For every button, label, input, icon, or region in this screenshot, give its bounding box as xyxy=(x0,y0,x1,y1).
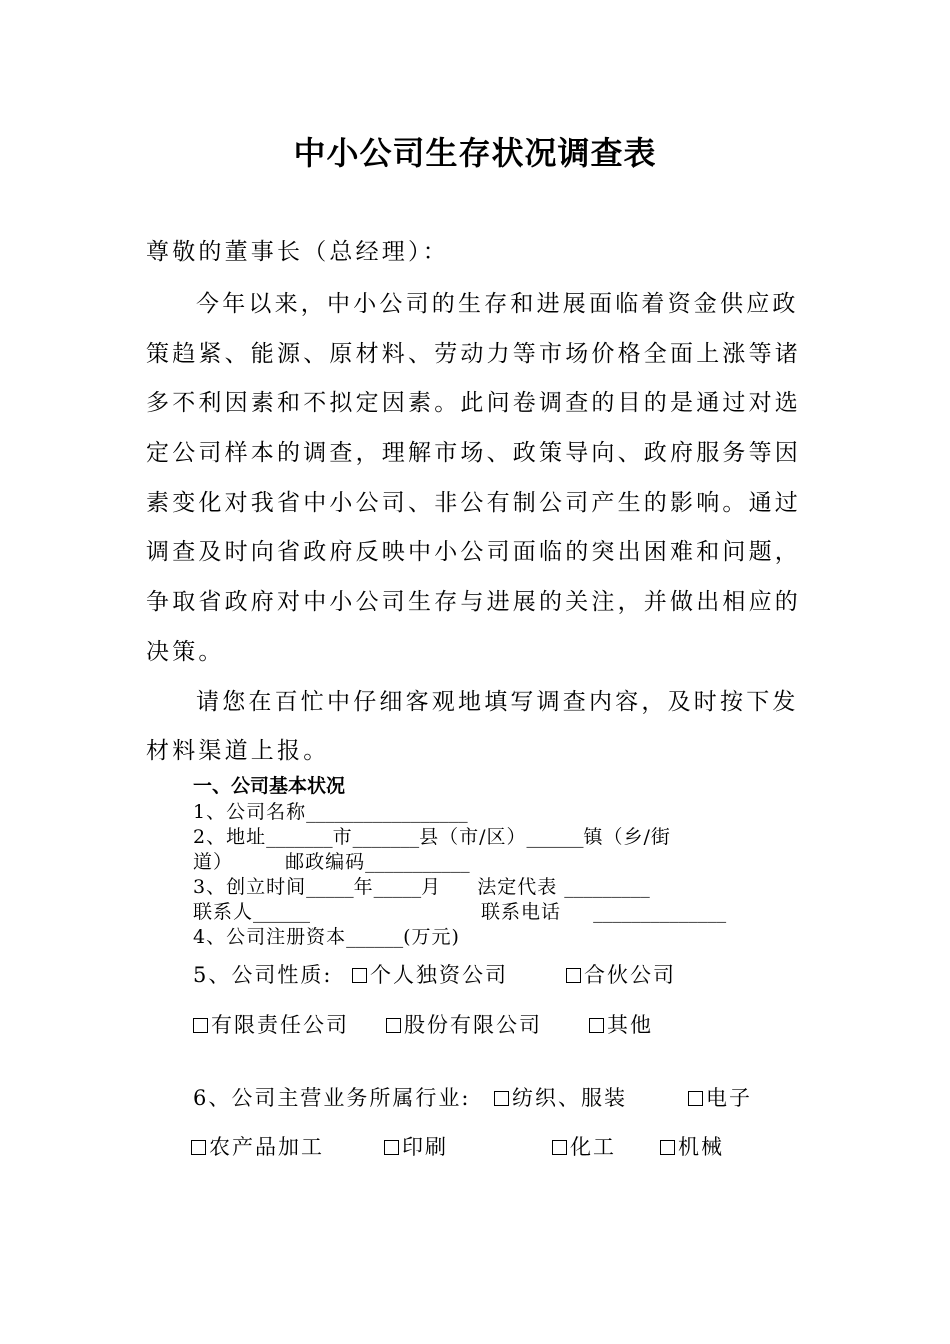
capital-unit: (万元) xyxy=(403,926,460,948)
capital-label: 4、公司注册资本 xyxy=(193,926,347,948)
company-name-field[interactable]: _________________ xyxy=(306,801,468,823)
year-label: 年 xyxy=(353,876,374,898)
intro-line: 调查及时向省政府反映中小公司面临的突出困难和问题， xyxy=(146,539,801,565)
option-chemical[interactable]: 化工 xyxy=(552,1131,616,1161)
legal-rep-field[interactable]: _________ xyxy=(564,876,650,898)
company-name-label: 1、公司名称 xyxy=(193,801,307,823)
option-limited-liability[interactable]: 有限责任公司 xyxy=(193,1009,349,1039)
request-line: 请您在百忙中仔细客观地填写调查内容，及时按下发 xyxy=(196,689,799,715)
company-type-label: 5、公司性质: xyxy=(193,963,333,987)
contact-row xyxy=(193,897,310,924)
postcode-label: 邮政编码 xyxy=(285,851,366,873)
option-partnership[interactable]: 合伙公司 xyxy=(566,959,676,989)
checkbox[interactable] xyxy=(386,1018,401,1033)
option-agri-processing[interactable]: 农产品加工 xyxy=(191,1131,324,1161)
section-heading: 一、公司基本状况 xyxy=(193,775,346,797)
capital-field[interactable]: ______ xyxy=(346,926,404,948)
founding-month-field[interactable]: _____ xyxy=(373,876,422,898)
town-label: 镇（乡/街 xyxy=(583,826,671,848)
intro-line: 定公司样本的调查，理解市场、政策导向、政府服务等因 xyxy=(146,440,801,466)
document-title: 中小公司生存状况调查表 xyxy=(293,134,657,172)
intro-line: 素变化对我省中小公司、非公有制公司产生的影响。通过 xyxy=(146,490,801,516)
address-row-continued xyxy=(193,847,470,874)
checkbox[interactable] xyxy=(660,1140,675,1155)
checkbox[interactable] xyxy=(552,1140,567,1155)
option-other[interactable]: 其他 xyxy=(589,1009,653,1039)
checkbox[interactable] xyxy=(193,1018,208,1033)
intro-line: 多不利因素和不拟定因素。此问卷调查的目的是通过对选 xyxy=(146,390,801,416)
town-field[interactable]: ______ xyxy=(526,826,584,848)
intro-line: 今年以来，中小公司的生存和进展面临着资金供应政 xyxy=(196,291,799,317)
checkbox[interactable] xyxy=(352,968,367,983)
option-textile[interactable]: 纺织、服装 xyxy=(494,1082,627,1112)
checkbox[interactable] xyxy=(191,1140,206,1155)
checkbox[interactable] xyxy=(494,1091,509,1106)
street-label-end: 道） xyxy=(193,851,234,873)
option-printing[interactable]: 印刷 xyxy=(384,1131,448,1161)
founding-row xyxy=(193,872,650,899)
phone-row xyxy=(481,897,726,924)
checkbox[interactable] xyxy=(384,1140,399,1155)
founding-year-field[interactable]: _____ xyxy=(306,876,354,898)
founding-label: 3、创立时间 xyxy=(193,876,307,898)
intro-line: 争取省政府对中小公司生存与进展的关注，并做出相应的 xyxy=(146,589,801,615)
phone-field[interactable]: ______________ xyxy=(593,901,727,923)
legal-rep-label: 法定代表 xyxy=(477,876,558,898)
checkbox[interactable] xyxy=(566,968,581,983)
address-row xyxy=(193,822,671,849)
month-label: 月 xyxy=(421,876,442,898)
city-field[interactable]: _______ xyxy=(266,826,333,848)
intro-line: 策趋紧、能源、原材料、劳动力等市场价格全面上涨等诸 xyxy=(146,341,801,367)
contact-field[interactable]: ______ xyxy=(253,901,311,923)
company-name-row xyxy=(193,797,468,824)
city-label: 市 xyxy=(332,826,353,848)
county-field[interactable]: _______ xyxy=(352,826,420,848)
request-line: 材料渠道上报。 xyxy=(146,738,330,764)
option-joint-stock[interactable]: 股份有限公司 xyxy=(386,1009,542,1039)
postcode-field[interactable]: ___________ xyxy=(365,851,470,873)
greeting: 尊敬的董事长（总经理）： xyxy=(146,239,449,265)
intro-line: 决策。 xyxy=(146,639,225,665)
county-label: 县（市/区） xyxy=(419,826,527,848)
contact-label: 联系人 xyxy=(193,901,254,923)
industry-label: 6、公司主营业务所属行业: xyxy=(193,1086,471,1110)
checkbox[interactable] xyxy=(688,1091,703,1106)
phone-label: 联系电话 xyxy=(481,901,562,923)
option-electronics[interactable]: 电子 xyxy=(688,1082,752,1112)
option-sole-proprietorship[interactable]: 个人独资公司 xyxy=(352,959,508,989)
address-label: 2、地址 xyxy=(193,826,267,848)
option-machinery[interactable]: 机械 xyxy=(660,1131,724,1161)
capital-row xyxy=(193,922,460,949)
checkbox[interactable] xyxy=(589,1018,604,1033)
